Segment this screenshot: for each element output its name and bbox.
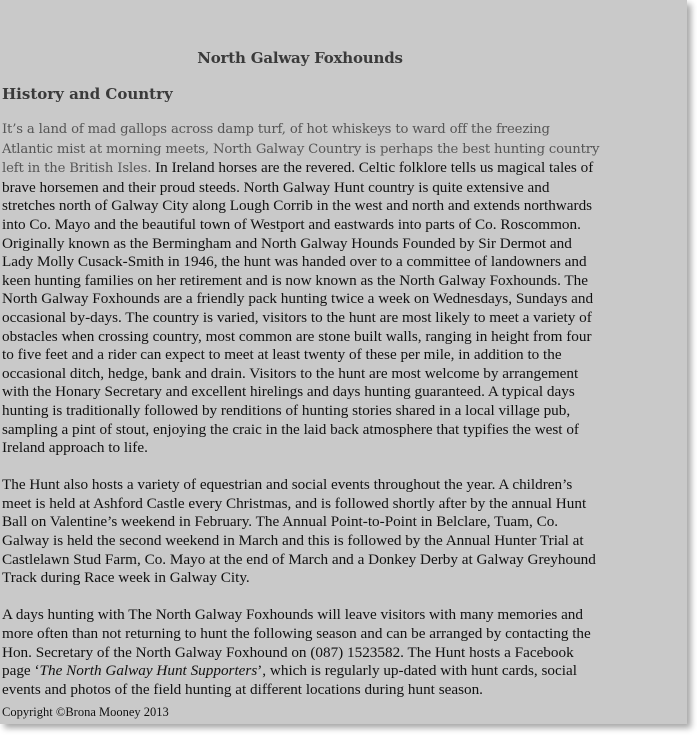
paragraph-3-text-a: A days hunting with The North Galway Foxhounds will leave visitors with many memories and more often than not returning to hunt the following season and can be arranged by contacting the Hon. Secretary of the North Galway Foxhound on (087) 1523582. The Hunt hosts a Facebook page ‘ bbox=[2, 606, 591, 680]
intro-lead-text: It’s a land of mad gallops across damp turf, of hot whiskeys to ward off the freezing Atlantic mist at morning meets, North Galway Country is perhaps the best hunting country left in the British Isles. bbox=[2, 122, 600, 177]
paragraph-3 bbox=[2, 606, 602, 699]
facebook-page-name: The North Galway Hunt Supporters bbox=[39, 662, 258, 680]
paragraph-3-text-b: ’, which is regularly up-dated with hunt cards, social events and photos of the field hunting at different locations during hunt season. bbox=[2, 662, 577, 698]
paragraph-2: The Hunt also hosts a variety of equestrian and social events throughout the year. A children’s meet is held at Ashford Castle every Christmas, and is followed shortly after by the annual Hunt Ball on Valentine’s weekend in February. The Annual Point-to-Point in Belclare, Tuam, Co. Galway is held the second weekend in March and this is followed by the Annual Hunter Trial at Castlelawn Stud Farm, Co. Mayo at the end of March and a Donkey Derby at Galway Greyhound Track during Race week in Galway City. bbox=[2, 476, 596, 587]
copyright-notice: Copyright ©Brona Mooney 2013 bbox=[2, 705, 169, 719]
document-title: North Galway Foxhounds bbox=[197, 49, 403, 67]
document-body bbox=[2, 120, 602, 699]
section-heading: History and Country bbox=[2, 85, 173, 103]
paragraph-1 bbox=[2, 120, 602, 458]
paragraph-1-text: In Ireland horses are the revered. Celtic folklore tells us magical tales of brave horsemen and their proud steeds. North Galway Hunt country is quite extensive and stretches north of Galway City along Lough Corrib in the west and north and extends northwards into Co. Mayo and the beautiful town of Westport and eastwards into parts of Co. Roscommon. Originally known as the Bermingham and North Galway Hounds Founded by Sir Dermot and Lady Molly Cusack-Smith in 1946, the hunt was handed over to a committee of landowners and keen hunting families on her retirement and is now known as the North Galway Foxhounds. The North Galway Foxhounds are a friendly pack hunting twice a week on Wednesdays, Sundays and occasional by-days. The country is varied, visitors to the hunt are most likely to meet a variety of obstacles when crossing country, most common are stone built walls, ranging in height from four to five feet and a rider can expect to meet at least twenty of these per mile, in addition to the occasional ditch, hedge, bank and drain. Visitors to the hunt are most welcome by arrangement with the Honary Secretary and excellent hirelings and days hunting guaranteed. A typical days hunting is traditionally followed by renditions of hunting stories shared in a local village pub, sampling a pint of stout, enjoying the craic in the laid back atmosphere that typifies the west of Ireland approach to life. bbox=[2, 159, 594, 457]
